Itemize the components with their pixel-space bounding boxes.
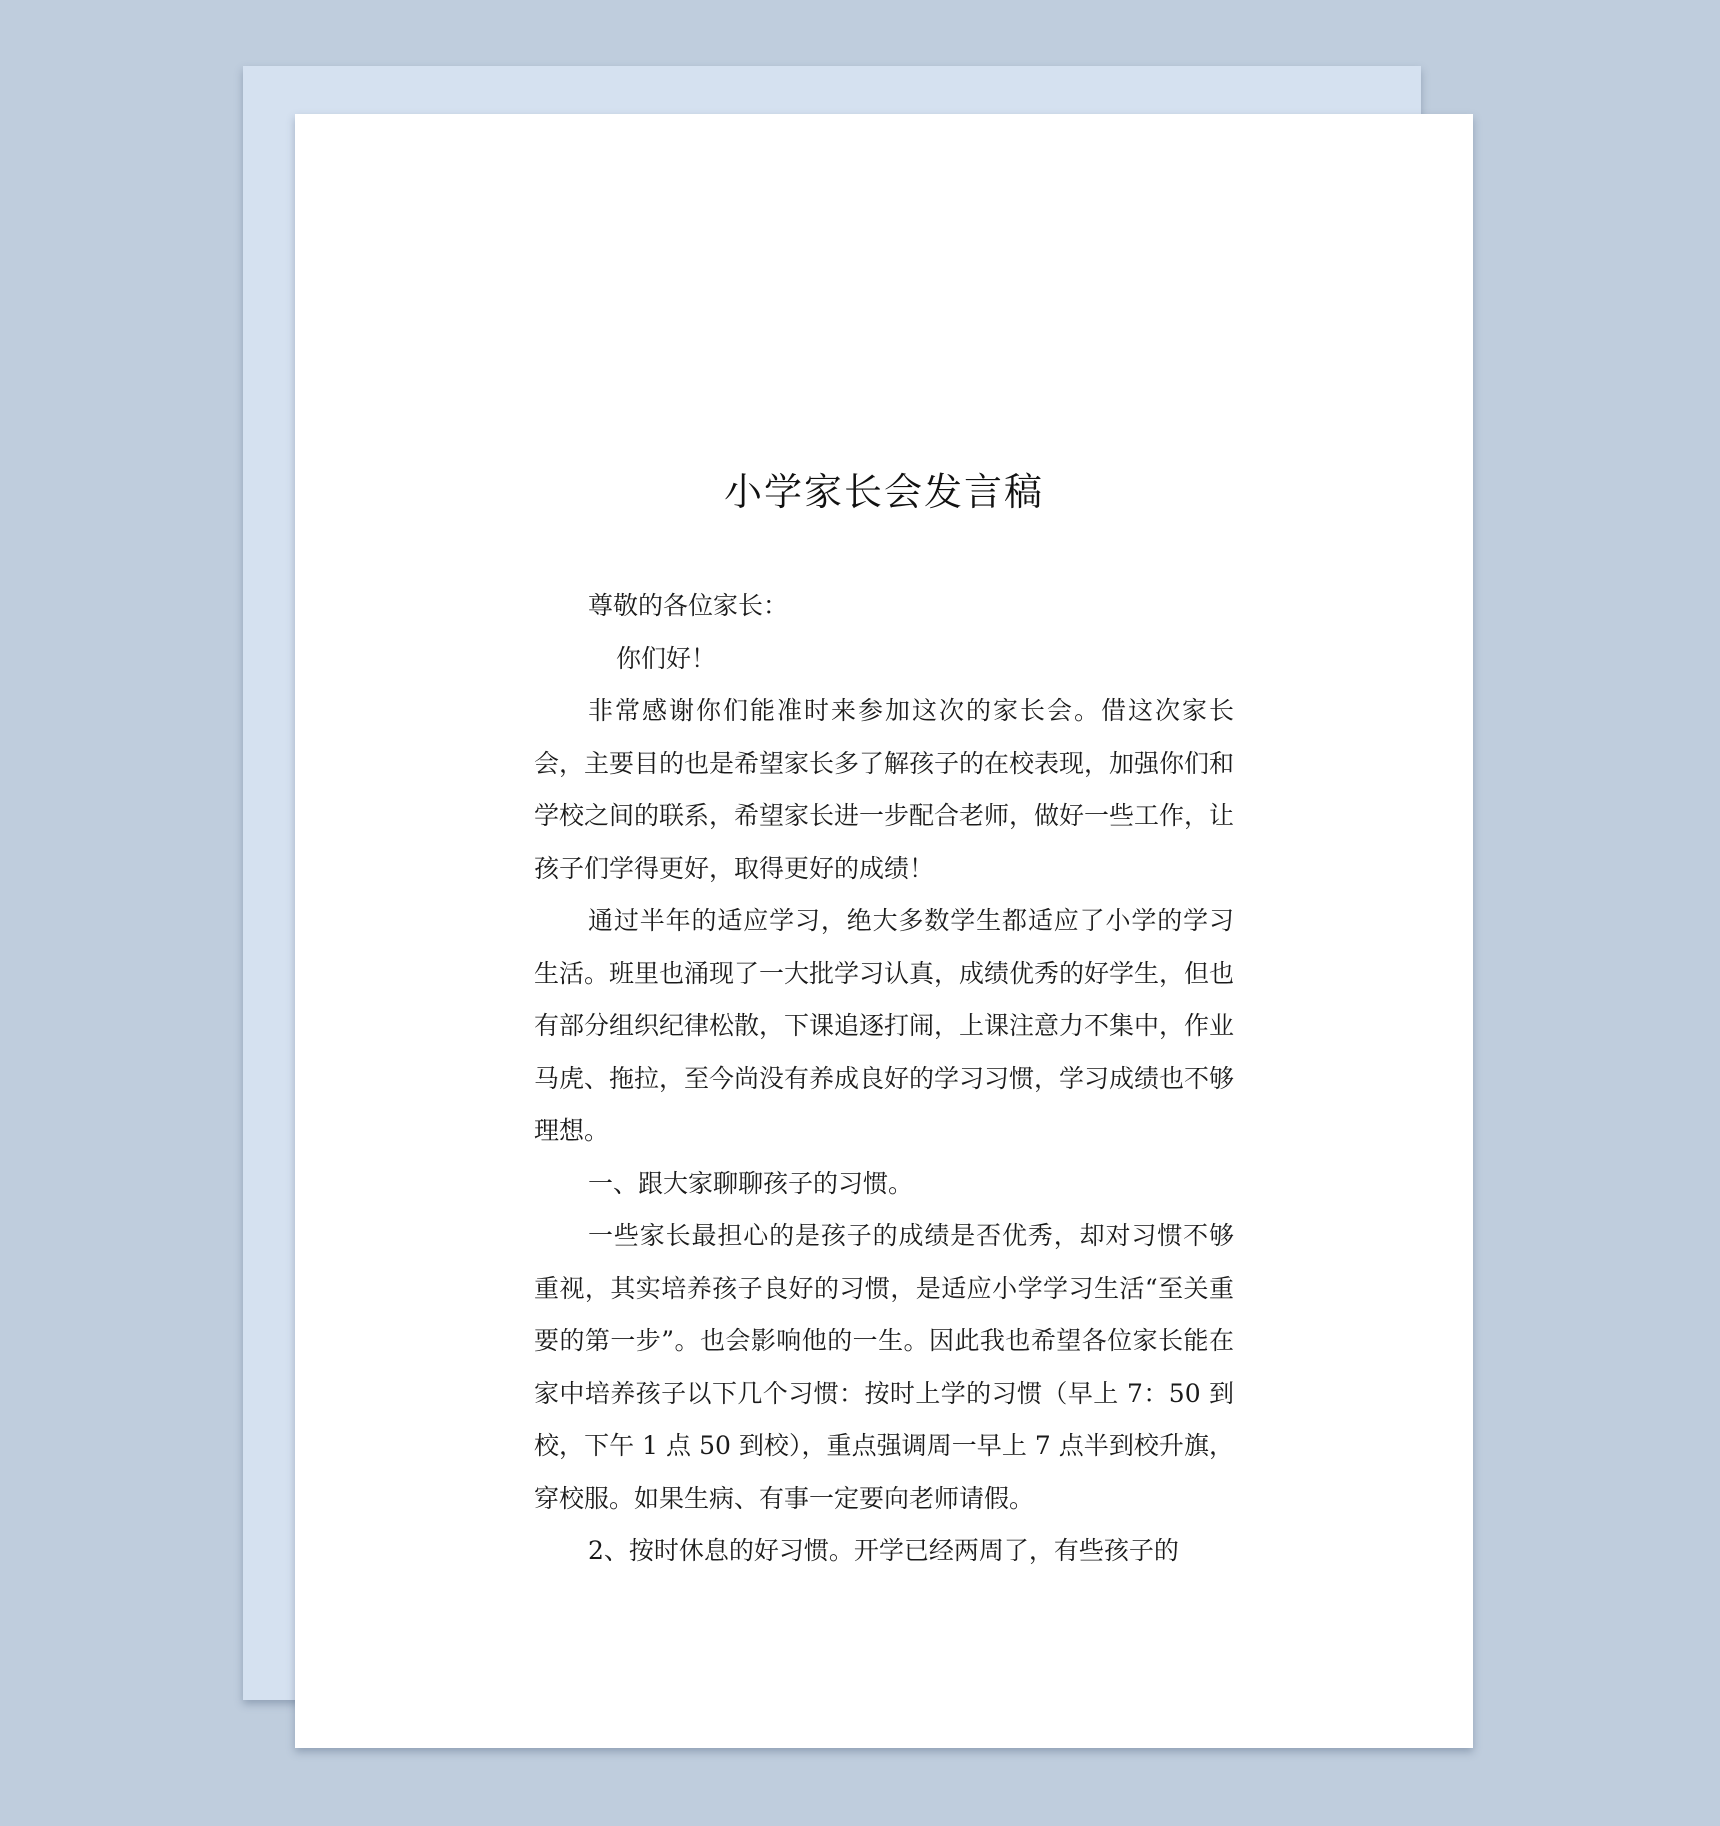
body-paragraph: 非常感谢你们能准时来参加这次的家长会。借这次家长会，主要目的也是希望家长多了解孩子的在校表现，加强你们和学校之间的联系，希望家长进一步配合老师，做好一些工作，让孩子们学得更好，取得更好的成绩！ <box>534 696 1235 883</box>
document-body <box>534 580 1234 1578</box>
salutation-paragraph: 尊敬的各位家长： <box>588 591 789 620</box>
document-title: 小学家长会发言稿 <box>723 470 1044 514</box>
body-paragraph: 通过半年的适应学习，绝大多数学生都适应了小学的学习生活。班里也涌现了一大批学习认真，成绩优秀的好学生，但也有部分组织纪律松散，下课追逐打闹，上课注意力不集中，作业马虎、拖拉，至今尚没有养成良好的学习习惯，学习成绩也不够理想。 <box>534 906 1235 1145</box>
section-heading: 一、跟大家聊聊孩子的习惯。 <box>588 1168 914 1198</box>
body-paragraph: 一些家长最担心的是孩子的成绩是否优秀，却对习惯不够重视，其实培养孩子良好的习惯，是适应小学学习生活“至关重要的第一步”。也会影响他的一生。因此我也希望各位家长能在家中培养孩子以下几个习惯：按时上学的习惯（早上 7：50 到校，下午 1 点 50 到校），重点强调周一早上 7 点半到校升旗，穿校服。如果生病、有事一定要向老师请假。 <box>534 1221 1234 1513</box>
body-paragraph: 2、按时休息的好习惯。开学已经两周了，有些孩子的 <box>588 1536 1179 1565</box>
document-page <box>295 114 1473 1748</box>
greeting-paragraph: 你们好！ <box>616 643 717 673</box>
